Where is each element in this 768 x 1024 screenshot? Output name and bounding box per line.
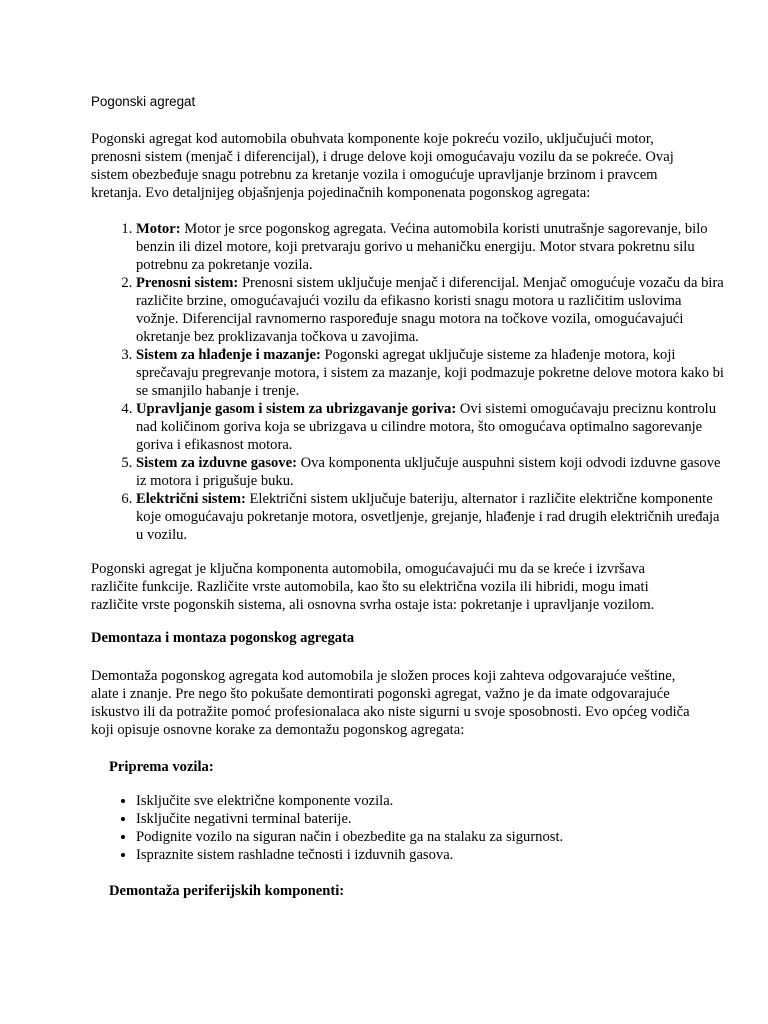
list-item-text: Motor je srce pogonskog agregata. Većina automobila koristi unutrašnje sagorevanje, bilo benzin ili dizel motore, koji pretvaraju gorivo u mehaničku energiju. Motor stvara pokretnu silu potrebnu za pokretanje vozila.: [136, 221, 708, 273]
list-item-text: Prenosni sistem uključuje menjač i diferencijal. Menjač omogućuje vozaču da bira različite brzine, omogućavajući vozilu da efikasno koristi snagu motora u različitim uslovima vožnje. Diferencijal ravnomerno raspoređuje snagu motora na točkove vozila, omogućavajući okretanje bez proklizavanja točkova u zavojima.: [136, 275, 724, 345]
list-item: [136, 454, 726, 490]
intro-paragraph: Pogonski agregat kod automobila obuhvata komponente koje pokreću vozilo, uključujući motor, prenosni sistem (menjač i diferencijal), i druge delove koji omogućavaju vozilu da se pokreće. Ovaj sistem obezbeđuje snagu potrebnu za kretanje vozila i omogućuje upravljanje brzinom i pravcem kretanja. Evo detaljnijeg objašnjenja pojedinačnih komponenata pogonskog agregata:: [91, 131, 674, 201]
list-item: • Isključite negativni terminal baterije.: [136, 810, 726, 828]
summary-paragraph: Pogonski agregat je ključna komponenta automobila, omogućavajući mu da se kreće i izvršava različite funkcije. Različite vrste automobila, kao što su električna vozila ili hibridi, mogu imati različite vrste pogonskih sistema, ali osnovna svrha ostaje ista: pokretanje i upravljanje vozilom.: [91, 561, 655, 613]
list-item: [136, 490, 726, 544]
list-item-term: Upravljanje gasom i sistem za ubrizgavanje goriva:: [136, 401, 457, 417]
list-item-text: Ova komponenta uključuje auspuhni sistem koji odvodi izduvne gasove iz motora i prigušuje buku.: [136, 455, 721, 489]
periph-heading: Demontaža periferijskih komponenti:: [109, 883, 345, 899]
prep-steps-list: [91, 792, 726, 864]
list-item-term: Sistem za izduvne gasove:: [136, 455, 297, 471]
list-item: • Ispraznite sistem rashladne tečnosti i izduvnih gasova.: [136, 846, 726, 864]
list-item: [136, 220, 726, 274]
list-item: [136, 346, 726, 400]
list-item-text: Ovi sistemi omogućavaju preciznu kontrolu nad količinom goriva koja se ubrizgava u cilindre motora, što omogućava optimalno sagorevanje goriva i efikasnost motora.: [136, 401, 717, 453]
list-item-text: Električni sistem uključuje bateriju, alternator i različite električne komponente koje omogućavaju pokretanje motora, osvetljenje, grejanje, hlađenje i rad drugih električnih uređaja u vozilu.: [136, 491, 720, 543]
list-item: • Isključite sve električne komponente vozila.: [136, 792, 726, 810]
document-title: Pogonski agregat: [91, 94, 196, 109]
section-intro-paragraph: Demontaža pogonskog agregata kod automobila je složen proces koji zahteva odgovarajuće veštine, alate i znanje. Pre nego što pokušate demontirati pogonski agregat, važno je da imate odgovarajuće iskustvo ili da potražite pomoć profesionalaca ako niste sigurni u svoje sposobnosti. Evo općeg vodiča koji opisuje osnovne korake za demontažu pogonskog agregata:: [91, 668, 690, 738]
list-item-term: Motor:: [136, 221, 181, 237]
list-item: [136, 274, 726, 346]
list-item: • Podignite vozilo na siguran način i obezbedite ga na stalaku za sigurnost.: [136, 828, 726, 846]
list-item-text: Pogonski agregat uključuje sisteme za hlađenje motora, koji sprečavaju pregrevanje motora, i sistem za mazanje, koji podmazuje pokretne delove motora kako bi se smanjilo habanje i trenje.: [136, 347, 724, 399]
list-item: [136, 400, 726, 454]
list-item-term: Prenosni sistem:: [136, 275, 239, 291]
list-item-term: Električni sistem:: [136, 491, 246, 507]
section-heading: Demontaza i montaza pogonskog agregata: [91, 630, 355, 646]
list-item-term: Sistem za hlađenje i mazanje:: [136, 347, 321, 363]
prep-heading: Priprema vozila:: [109, 759, 214, 775]
components-list: [91, 220, 726, 544]
